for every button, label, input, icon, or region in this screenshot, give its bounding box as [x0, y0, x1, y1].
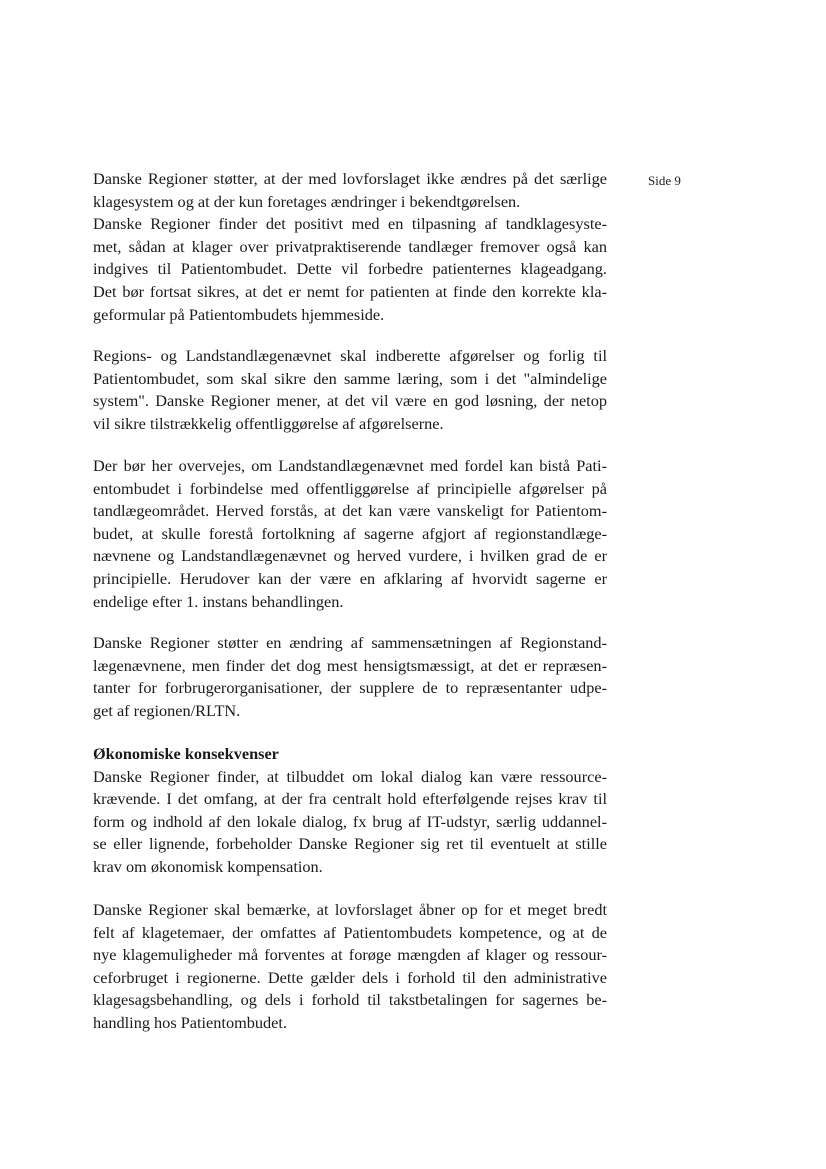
text-line: budet, at skulle forestå fortolkning af sagerne afgjort af regionstandlæge- — [93, 523, 607, 543]
text-line: Danske Regioner finder, at tilbuddet om lokal dialog kan være ressource- — [93, 766, 607, 786]
text-line: geformular på Patientombudets hjemmeside. — [93, 304, 385, 324]
section-heading: Økonomiske konsekvenser — [93, 744, 279, 763]
text-line: tanter for forbrugerorganisationer, der supplere de to repræsentanter udpe- — [93, 678, 607, 698]
text-line: endelige efter 1. instans behandlingen. — [93, 591, 344, 611]
text-line: krav om økonomisk kompensation. — [93, 856, 323, 876]
paragraph-1 — [93, 168, 607, 326]
text-line: get af regionen/RLTN. — [93, 700, 241, 720]
text-line: system". Danske Regioner mener, at det vil være en god løsning, der netop — [93, 391, 607, 411]
text-line: indgives til Patientombudet. Dette vil forbedre patienternes klageadgang. — [93, 259, 607, 279]
text-line: handling hos Patientombudet. — [93, 1012, 287, 1032]
text-line: Det bør fortsat sikres, at det er nemt for patienten at finde den korrekte kla- — [93, 281, 607, 301]
text-line: krævende. I det omfang, at der fra centralt hold efterfølgende rejses krav til — [93, 789, 607, 809]
text-line: nye klagemuligheder må forventes at forøge mængden af klager og ressour- — [93, 945, 607, 965]
text-line: met, sådan at klager over privatpraktiserende tandlæger fremover også kan — [93, 236, 607, 256]
text-line: se eller lignende, forbeholder Danske Regioner sig ret til eventuelt at stille — [93, 834, 607, 854]
paragraph-3 — [93, 455, 607, 613]
text-line: klagesagsbehandling, og dels i forhold til takstbetalingen for sagernes be- — [93, 990, 607, 1010]
text-line: entombudet i forbindelse med offentliggørelse af principielle afgørelser på — [93, 478, 607, 498]
text-line: Danske Regioner støtter, at der med lovforslaget ikke ændres på det særlige — [93, 169, 607, 188]
text-line: Danske Regioner finder det positivt med en tilpasning af tandklagesyste- — [93, 214, 607, 234]
text-line: felt af klagetemaer, der omfattes af Patientombudets kompetence, og at de — [93, 922, 607, 942]
text-line: Danske Regioner skal bemærke, at lovforslaget åbner op for et meget bredt — [93, 900, 607, 919]
text-line: vil sikre tilstrækkelig offentliggørelse af afgørelserne. — [93, 413, 444, 433]
text-line: ceforbruget i regionerne. Dette gælder dels i forhold til den administrative — [93, 967, 607, 987]
page-number-label: Side 9 — [648, 173, 681, 188]
text-line: form og indhold af den lokale dialog, fx brug af IT-udstyr, særlig uddannel- — [93, 811, 607, 831]
paragraph-6 — [93, 899, 607, 1035]
paragraph-5 — [93, 743, 607, 879]
text-line: principielle. Herudover kan der være en afklaring af hvorvidt sagerne er — [93, 568, 607, 588]
text-line: nævnene og Landstandlægenævnet og herved vurdere, i hvilken grad de er — [93, 546, 607, 566]
text-line: klagesystem og at der kun foretages ændringer i bekendtgørelsen. — [93, 191, 521, 211]
paragraph-4 — [93, 632, 607, 722]
text-line: Danske Regioner støtter en ændring af sammensætningen af Regionstand- — [93, 633, 607, 652]
paragraph-2 — [93, 345, 607, 435]
text-line: tandlægeområdet. Herved forstås, at det kan være vanskeligt for Patientom- — [93, 501, 607, 521]
text-line: Patientombudet, som skal sikre den samme læring, som i det "almindelige — [93, 368, 607, 388]
text-line: Regions- og Landstandlægenævnet skal indberette afgørelser og forlig til — [93, 346, 607, 365]
text-line: lægenævnene, men finder det dog mest hensigtsmæssigt, at det er repræsen- — [93, 655, 607, 675]
text-line: Der bør her overvejes, om Landstandlægenævnet med fordel kan bistå Pati- — [93, 456, 607, 475]
